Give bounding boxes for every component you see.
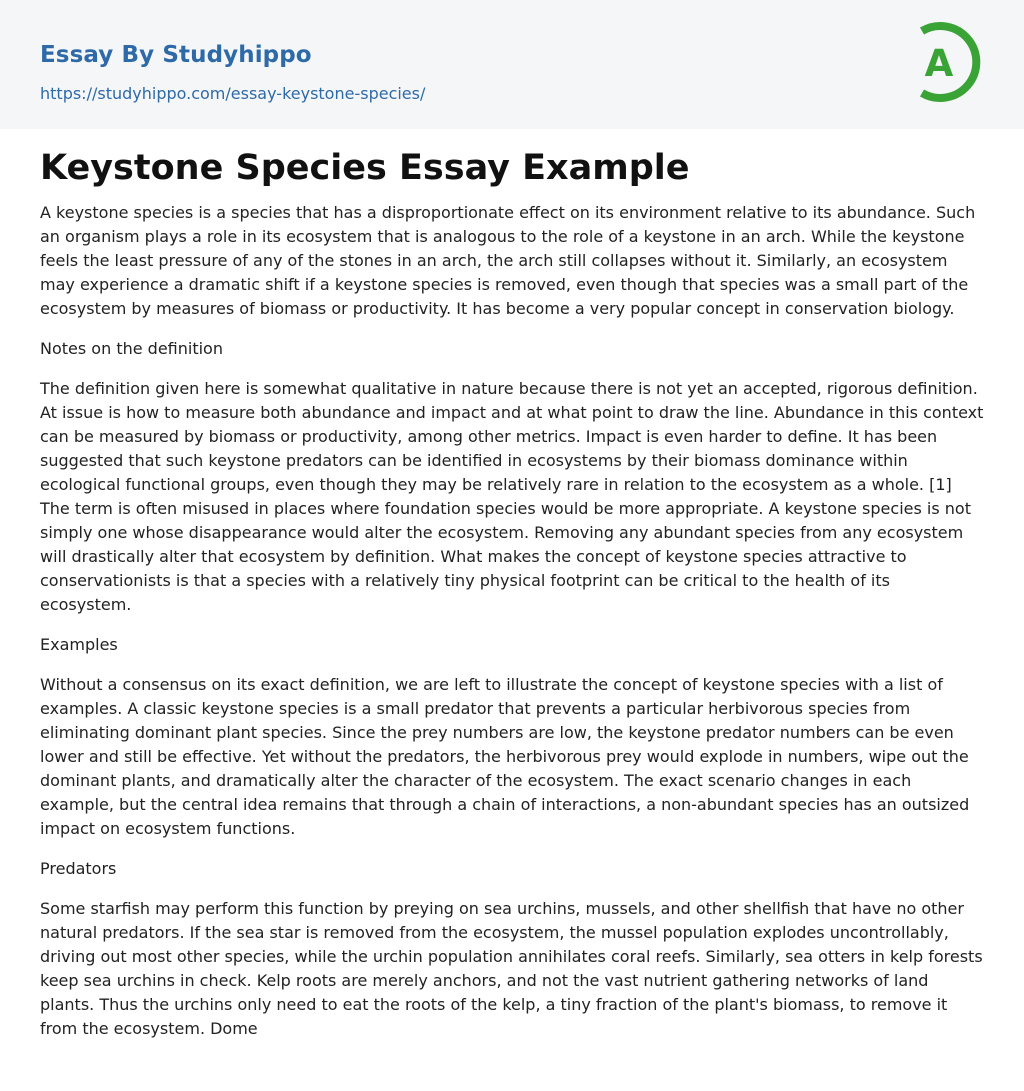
essay-paragraph-predators: Some starfish may perform this function by preying on sea urchins, mussels, and other shellfish that have no other natural predators. If the sea star is removed from the ecosystem, the mussel population explodes uncontrollably, driving out most other species, while the urchin population annihilates coral reefs. Similarly, sea otters in kelp forests keep sea urchins in check. Kelp roots are merely anchors, and not the vast nutrient gathering networks of land plants. Thus the urchins only need to eat the roots of the kelp, a tiny fraction of the plant's biomass, to remove it from the ecosystem. Dome <box>40 899 983 1038</box>
essay-paragraph-intro: A keystone species is a species that has a disproportionate effect on its environment relative to its abundance. Such an organism plays a role in its ecosystem that is analogous to the role of a keystone in an arch. While the keystone feels the least pressure of any of the stones in an arch, the arch still collapses without it. Similarly, an ecosystem may experience a dramatic shift if a keystone species is removed, even though that species was a small part of the ecosystem by measures of biomass or productivity. It has become a very popular concept in conservation biology. <box>40 203 976 318</box>
essay-paragraph-examples: Without a consensus on its exact definition, we are left to illustrate the concept of keystone species with a list of examples. A classic keystone species is a small predator that prevents a particular herbivorous species from eliminating dominant plant species. Since the prey numbers are low, the keystone predator numbers can be even lower and still be effective. Yet without the predators, the herbivorous prey would explode in numbers, wipe out the dominant plants, and dramatically alter the character of the ecosystem. The exact scenario changes in each example, but the central idea remains that through a chain of interactions, a non-abundant species has an outsized impact on ecosystem functions. <box>40 675 970 838</box>
site-header <box>0 0 1024 129</box>
essay-content <box>0 147 1024 1041</box>
section-heading-examples: Examples <box>40 635 118 654</box>
studyhippo-logo-icon[interactable] <box>912 19 986 105</box>
essay-title: Keystone Species Essay Example <box>40 148 690 188</box>
brand-name[interactable]: Essay By Studyhippo <box>40 42 312 68</box>
essay-paragraph-definition: The definition given here is somewhat qualitative in nature because there is not yet an accepted, rigorous definition. At issue is how to measure both abundance and impact and at what point to draw the line. Abundance in this context can be measured by biomass or productivity, among other metrics. Impact is even harder to define. It has been suggested that such keystone predators can be identified in ecosystems by their biomass dominance within ecological functional groups, even though they may be relatively rare in relation to the ecosystem as a whole. [1] The term is often misused in places where foundation species would be more appropriate. A keystone species is not simply one whose disappearance would alter the ecosystem. Removing any abundant species from any ecosystem will drastically alter that ecosystem by definition. What makes the concept of keystone species attractive to conservationists is that a species with a relatively tiny physical footprint can be critical to the health of its ecosystem. <box>40 379 984 614</box>
section-heading-predators: Predators <box>40 859 117 878</box>
section-heading-definition: Notes on the definition <box>40 339 223 358</box>
essay-url-link[interactable]: https://studyhippo.com/essay-keystone-species/ <box>40 84 426 103</box>
logo-letter: A <box>924 42 954 85</box>
